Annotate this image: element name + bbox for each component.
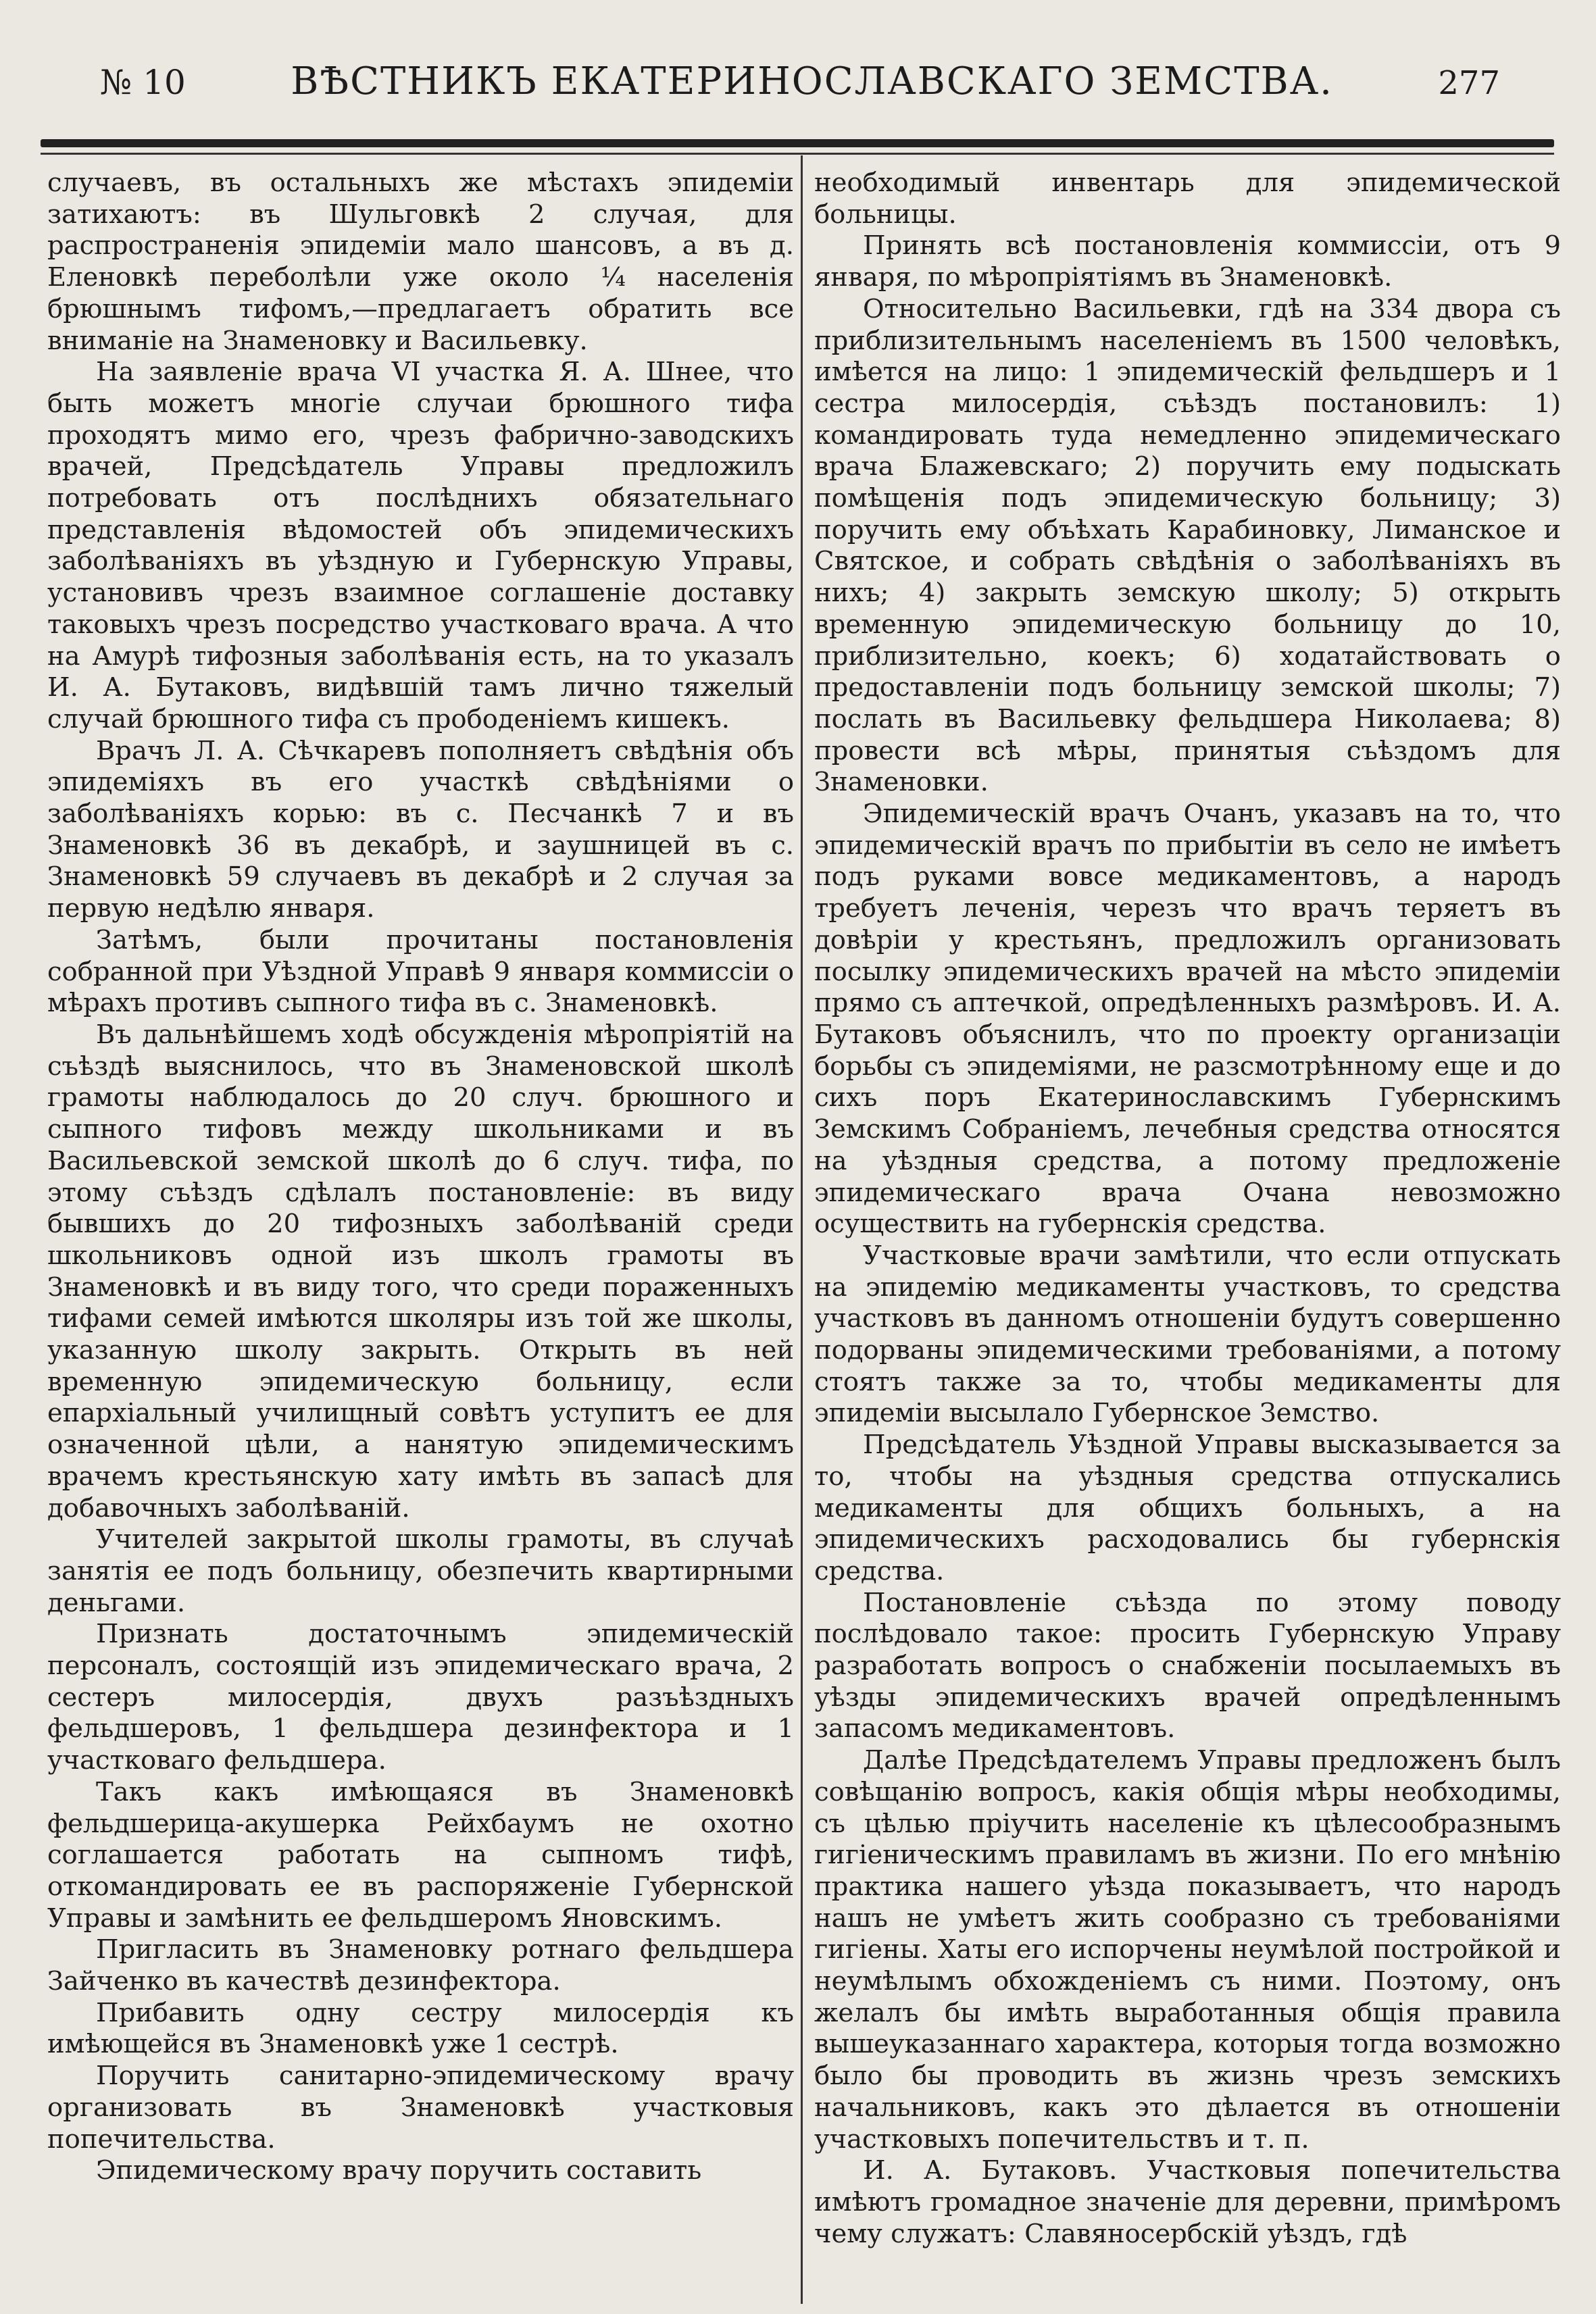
header-rule-thick	[41, 139, 1554, 147]
paragraph: Поручить санитарно-эпидемическому врачу организовать въ Знаменовкѣ участковыя попечительства.	[47, 2061, 794, 2155]
page-number: 277	[1438, 64, 1500, 102]
header-rule-thin	[41, 153, 1554, 155]
paragraph: Эпидемическій врачъ Очанъ, указавъ на то, что эпидемическій врачъ по прибытіи въ село не имѣетъ подъ руками вовсе медикаментовъ, а народъ требуетъ леченія, черезъ что врачъ теряетъ въ довѣріи у крестьянъ, предложилъ организовать посылку эпидемическихъ врачей на мѣсто эпидеміи прямо съ аптечкой, опредѣленныхъ размѣровъ. И. А. Бутаковъ объяснилъ, что по проекту организаціи борьбы съ эпидеміями, не разсмотрѣнному еще и до сихъ поръ Екатеринославскимъ Губернскимъ Земскимъ Собраніемъ, лечебныя средства относятся на уѣздныя средства, а потому предложеніе эпидемическаго врача Очана невозможно осуществить на губернскія средства.	[814, 799, 1561, 1240]
right-column	[814, 168, 1561, 2287]
paragraph: Эпидемическому врачу поручить составить	[96, 2155, 702, 2186]
column-divider	[801, 155, 803, 2304]
paragraph: Учителей закрытой школы грамоты, въ случаѣ занятія ее подъ больницу, обезпечить квартирными деньгами.	[47, 1524, 794, 1618]
paragraph: Прибавить одну сестру милосердія къ имѣющейся въ Знаменовкѣ уже 1 сестрѣ.	[47, 1997, 794, 2060]
page-header	[47, 59, 1547, 120]
paragraph: Пригласить въ Знаменовку ротнаго фельдшера Зайченко въ качествѣ дезинфектора.	[47, 1934, 794, 1997]
paragraph: Постановленіе съѣзда по этому поводу послѣдовало такое: просить Губернскую Управу разработать вопросъ о снабженіи посылаемыхъ въ уѣзды эпидемическихъ врачей опредѣленнымъ запасомъ медикаментовъ.	[814, 1587, 1561, 1744]
paragraph: Участковые врачи замѣтили, что если отпускать на эпидемію медикаменты участковъ, то средства участковъ въ данномъ отношеніи будутъ совершенно подорваны эпидемическими требованіями, а потому стоятъ также за то, чтобы медикаменты для эпидеміи высылало Губернское Земство.	[814, 1240, 1561, 1429]
paragraph: Принять всѣ постановленія коммиссіи, отъ 9 января, по мѣропріятіямъ въ Знаменовкѣ.	[814, 230, 1561, 293]
paragraph: Признать достаточнымъ эпидемическій персоналъ, состоящій изъ эпидемическаго врача, 2 сестеръ милосердія, двухъ разъѣздныхъ фельдшеровъ, 1 фельдшера дезинфектора и 1 участковаго фельдшера.	[47, 1619, 794, 1776]
paragraph: Врачъ Л. А. Сѣчкаревъ пополняетъ свѣдѣнія объ эпидеміяхъ въ его участкѣ свѣдѣніями о заболѣваніяхъ корью: въ с. Песчанкѣ 7 и въ Знаменовкѣ 36 въ декабрѣ, и заушницей въ с. Знаменовкѣ 59 случаевъ въ декабрѣ и 2 случая за первую недѣлю января.	[47, 735, 794, 924]
paragraph: И. А. Бутаковъ. Участковыя попечительства имѣютъ громадное значеніе для деревни, примѣромъ чему служатъ: Славяносербскій уѣздъ, гдѣ	[814, 2155, 1561, 2249]
paragraph: случаевъ, въ остальныхъ же мѣстахъ эпидеміи затихаютъ: въ Шульговкѣ 2 случая, для распространенія эпидеміи мало шансовъ, а въ д. Еленовкѣ переболѣли уже около ¼ населенія брюшнымъ тифомъ,—предлагаетъ обратить все вниманіе на Знаменовку и Васильевку.	[47, 168, 794, 356]
paragraph: На заявленіе врача VI участка Я. А. Шнее, что быть можетъ многіе случаи брюшного тифа проходятъ мимо его, чрезъ фабрично-заводскихъ врачей, Предсѣдатель Управы предложилъ потребовать отъ послѣднихъ обязательнаго представленія вѣдомостей объ эпидемическихъ заболѣваніяхъ въ уѣздную и Губернскую Управы, установивъ чрезъ взаимное соглашеніе доставку таковыхъ чрезъ посредство участковаго врача. А что на Амурѣ тифозныя заболѣванія есть, на то указалъ И. А. Бутаковъ, видѣвшій тамъ лично тяжелый случай брюшного тифа съ прободеніемъ кишекъ.	[47, 357, 794, 734]
paragraph: Въ дальнѣйшемъ ходѣ обсужденія мѣропріятій на съѣздѣ выяснилось, что въ Знаменовской школѣ грамоты наблюдалось до 20 случ. брюшного и сыпного тифовъ между школьниками и въ Васильевской земской школѣ до 6 случ. тифа, по этому съѣздъ сдѣлалъ постановленіе: въ виду бывшихъ до 20 тифозныхъ заболѣваній среди школьниковъ одной изъ школъ грамоты въ Знаменовкѣ и въ виду того, что среди пораженныхъ тифами семей имѣются школяры изъ той же школы, указанную школу закрыть. Открыть въ ней временную эпидемическую больницу, если епархіальный училищный совѣтъ уступитъ ее для означенной цѣли, а нанятую эпидемическимъ врачемъ крестьянскую хату имѣть въ запасѣ для добавочныхъ заболѣваній.	[47, 1019, 794, 1524]
paragraph: Такъ какъ имѣющаяся въ Знаменовкѣ фельдшерица-акушерка Рейхбаумъ не охотно соглашается работать на сыпномъ тифѣ, откомандировать ее въ распоряженіе Губернской Управы и замѣнить ее фельдшеромъ Яновскимъ.	[47, 1776, 794, 1934]
paragraph: необходимый инвентарь для эпидемической больницы.	[814, 168, 1561, 230]
journal-title: ВѢСТНИКЪ ЕКАТЕРИНОСЛАВСКАГО ЗЕМСТВА.	[291, 59, 1333, 103]
issue-number: № 10	[100, 63, 186, 102]
paragraph: Относительно Васильевки, гдѣ на 334 двора съ приблизительнымъ населеніемъ въ 1500 человѣкъ, имѣется на лицо: 1 эпидемическій фельдшеръ и 1 сестра милосердія, съѣздъ постановилъ: 1) командировать туда немедленно эпидемическаго врача Блажевскаго; 2) поручить ему подыскать помѣщенія подъ эпидемическую больницу; 3) поручить ему объѣхать Карабиновку, Лиманское и Святское, и собрать свѣдѣнія о заболѣваніяхъ въ нихъ; 4) закрыть земскую школу; 5) открыть временную эпидемическую больницу до 10, приблизительно, коекъ; 6) ходатайствовать о предоставленіи подъ больницу земской школы; 7) послать въ Васильевку фельдшера Николаева; 8) провести всѣ мѣры, принятыя съѣздомъ для Знаменовки.	[814, 293, 1561, 798]
left-column	[47, 168, 794, 2287]
paragraph: Далѣе Предсѣдателемъ Управы предложенъ былъ совѣщанію вопросъ, какія общія мѣры необходимы, съ цѣлью пріучить населеніе къ цѣлесообразнымъ гигіеническимъ правиламъ въ жизни. По его мнѣнію практика нашего уѣзда показываетъ, что народъ нашъ не умѣетъ жить сообразно съ требованіями гигіены. Хаты его испорчены неумѣлой постройкой и неумѣлымъ обхожденіемъ съ ними. Поэтому, онъ желалъ бы имѣть выработанныя общія правила вышеуказаннаго характера, которыя тогда возможно было бы проводить въ жизнь чрезъ земскихъ начальниковъ, какъ это дѣлается въ отношеніи участковыхъ попечительствъ и т. п.	[814, 1745, 1561, 2155]
paragraph: Предсѣдатель Уѣздной Управы высказывается за то, чтобы на уѣздныя средства отпускались медикаменты для общихъ больныхъ, а на эпидемическихъ расходовались бы губернскія средства.	[814, 1430, 1561, 1586]
paragraph: Затѣмъ, были прочитаны постановленія собранной при Уѣздной Управѣ 9 января коммиссіи о мѣрахъ противъ сыпного тифа въ с. Знаменовкѣ.	[47, 924, 794, 1019]
